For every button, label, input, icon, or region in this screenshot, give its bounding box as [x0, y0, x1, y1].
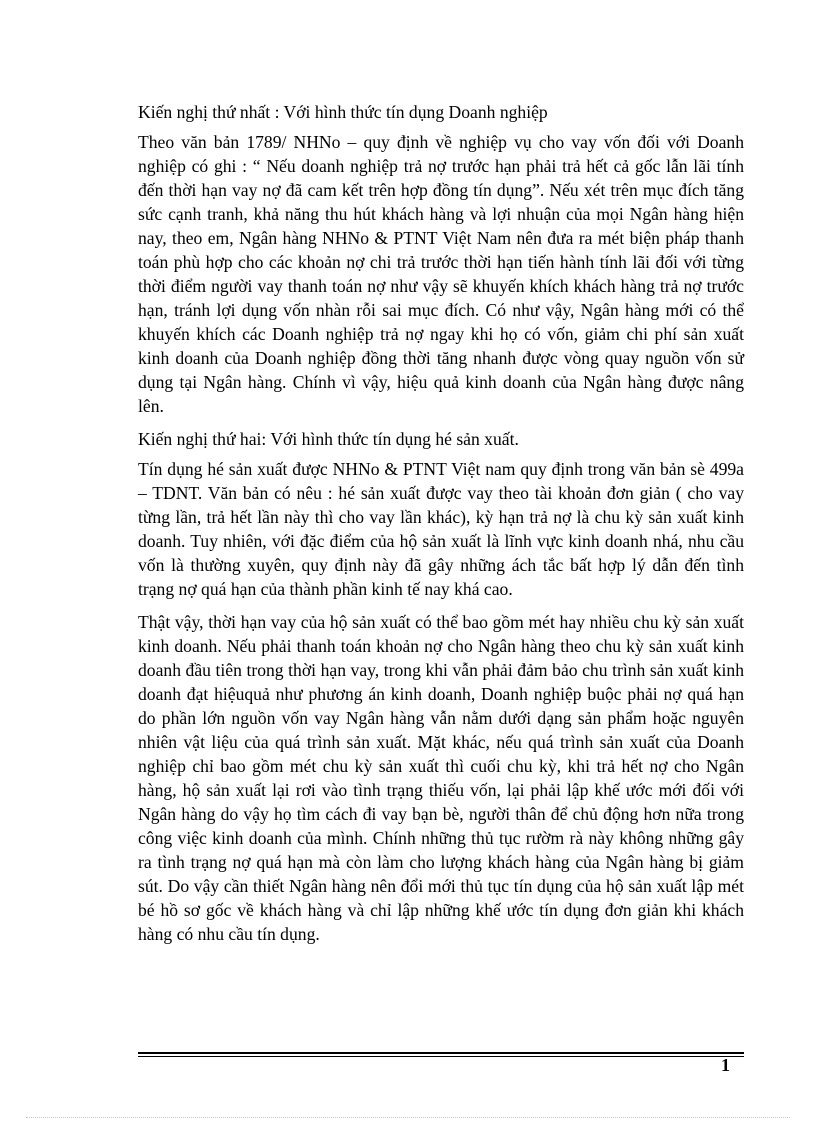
paragraph-first-recommendation: Theo văn bản 1789/ NHNo – quy định về nghiệp vụ cho vay vốn đối với Doanh nghiệp có ghi : “ Nếu doanh nghiệp trả nợ trước hạn phải trả hết cả gốc lẫn lãi tính đến thời hạn vay nợ đã cam kết trên hợp đồng tín dụng”. Nếu xét trên mục đích tăng sức cạnh tranh, khả năng thu hút khách hàng và lợi nhuận của mọi Ngân hàng hiện nay, theo em, Ngân hàng NHNo & PTNT Việt Nam nên đưa ra mét biện pháp thanh toán phù hợp cho các khoản nợ chi trả trước thời hạn tiến hành tính lãi đối với từng thời điểm người vay thanh toán nợ như vậy sẽ khuyến khích khách hàng trả nợ trước hạn, tránh lợi dụng vốn nhàn rỗi sai mục đích. Có như vậy, Ngân hàng mới có thể khuyến khích các Doanh nghiệp trả nợ ngay khi họ có vốn, giảm chi phí sản xuất kinh doanh của Doanh nghiệp đồng thời tăng nhanh được vòng quay nguồn vốn sử dụng tại Ngân hàng. Chính vì vậy, hiệu quả kinh doanh của Ngân hàng được nâng lên.: [138, 132, 744, 416]
footer-rule-thin: [138, 1056, 744, 1057]
heading-first-recommendation: Kiến nghị thứ nhất : Với hình thức tín dụng Doanh nghiệp: [138, 102, 548, 122]
paragraph-household-credit: Tín dụng hé sản xuất được NHNo & PTNT Việt nam quy định trong văn bản sè 499a – TDNT. Văn bản có nêu : hé sản xuất được vay theo tài khoản đơn giản ( cho vay từng lần, trả hết lần này thì cho vay lần khác), kỳ hạn trả nợ là chu kỳ sản xuất kinh doanh. Tuy nhiên, với đặc điểm của hộ sản xuất là lĩnh vực kinh doanh nhá, nhu cầu vốn là thường xuyên, quy định này đã gây những ách tắc bất hợp lý dẫn đến tình trạng nợ quá hạn của thành phần kinh tế nay khá cao.: [138, 459, 744, 599]
heading-second-recommendation: Kiến nghị thứ hai: Với hình thức tín dụng hé sản xuất.: [138, 429, 519, 449]
page-bottom-border: [26, 1117, 790, 1118]
page-content: [138, 100, 744, 955]
paragraph-loan-term-analysis: Thật vậy, thời hạn vay của hộ sản xuất có thể bao gồm mét hay nhiều chu kỳ sản xuất kinh doanh. Nếu phải thanh toán khoản nợ cho Ngân hàng theo chu kỳ sản xuất kinh doanh đầu tiên trong thời hạn vay, trong khi vẫn phải đảm bảo chu trình sản xuất kinh doanh đạt hiệuquả như phương án kinh doanh, Doanh nghiệp buộc phải nợ quá hạn do phần lớn nguồn vốn vay Ngân hàng vẫn nằm dưới dạng sản phẩm hoặc nguyên nhiên vật liệu của quá trình sản xuất. Mặt khác, nếu quá trình sản xuất của Doanh nghiệp chỉ bao gồm mét chu kỳ sản xuất thì cuối chu kỳ, khi trả hết nợ cho Ngân hàng, hộ sản xuất lại rơi vào tình trạng thiếu vốn, lại phải lập khế ước mới đối với Ngân hàng do vậy họ tìm cách đi vay bạn bè, người thân để chủ động hơn nữa trong công việc kinh doanh của mình. Chính những thủ tục rườm rà này không những gây ra tình trạng nợ quá hạn mà còn làm cho lượng khách hàng của Ngân hàng bị giảm sút. Do vậy cần thiết Ngân hàng nên đổi mới thủ tục tín dụng của hộ sản xuất lập mét bé hồ sơ gốc về khách hàng và chỉ lập những khế ước tín dụng đơn giản khi khách hàng có nhu cầu tín dụng.: [138, 612, 744, 944]
page-number: 1: [721, 1055, 730, 1075]
footer-rule: [138, 1052, 744, 1054]
